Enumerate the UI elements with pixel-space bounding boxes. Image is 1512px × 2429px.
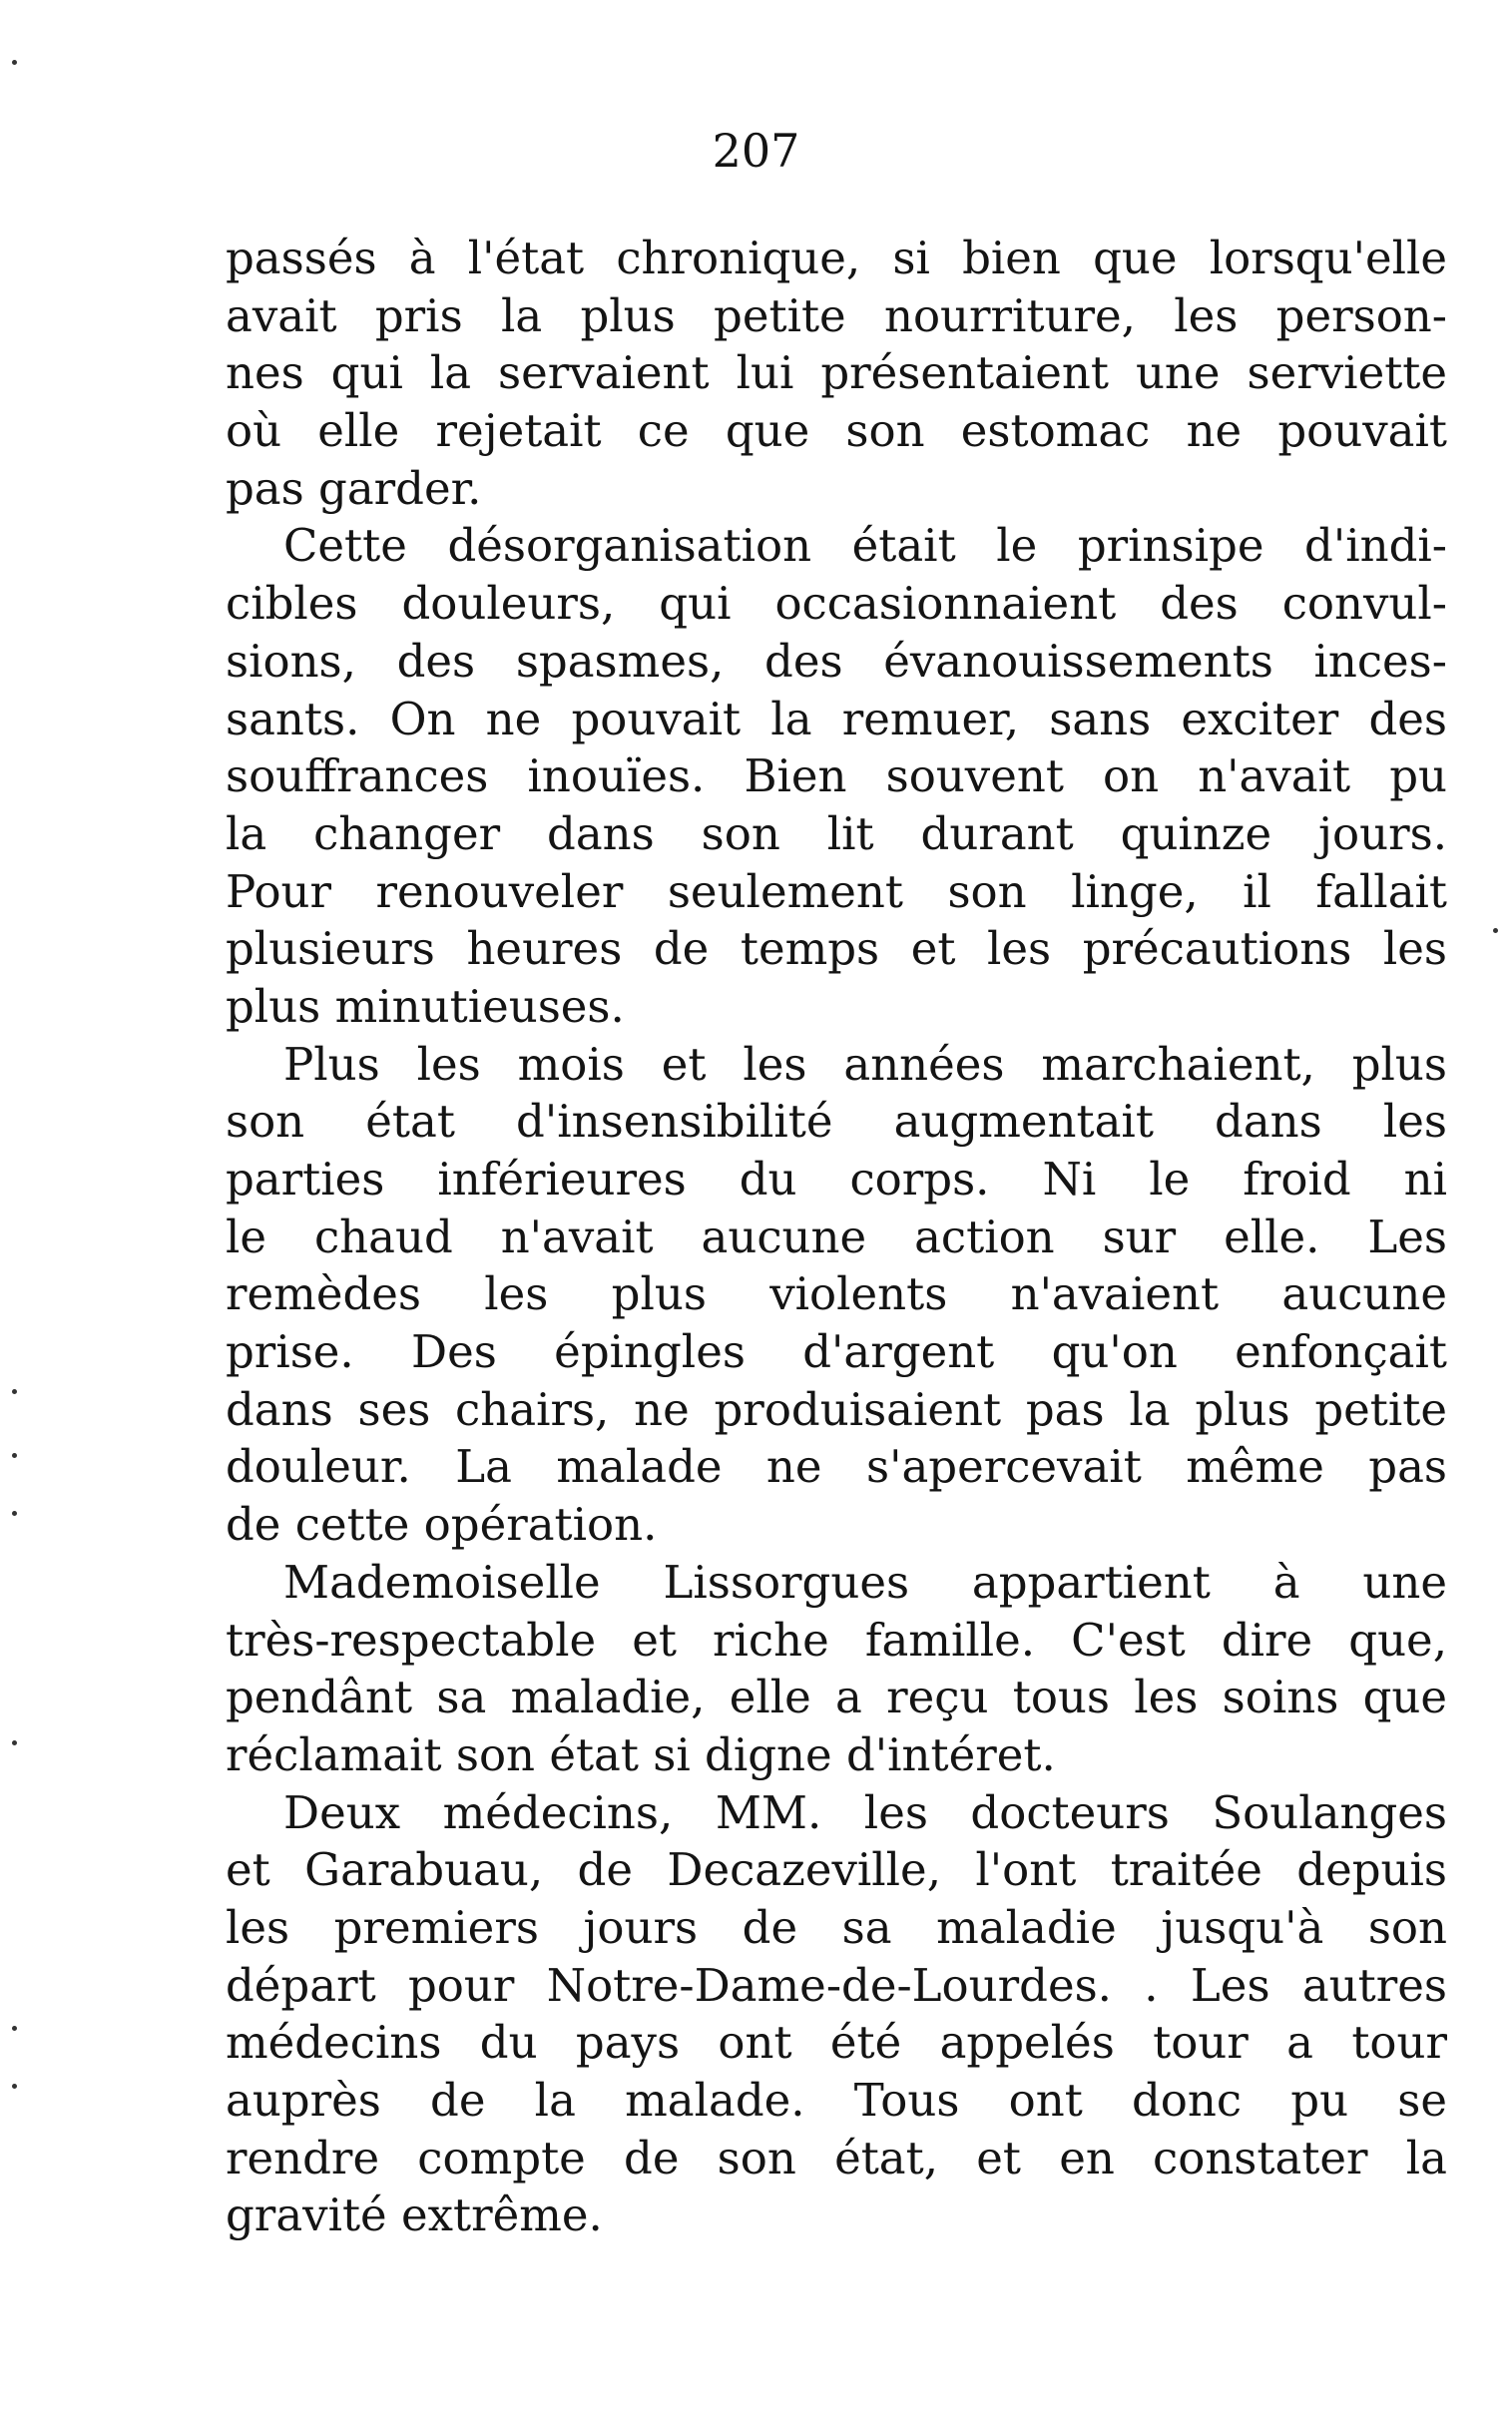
text-line: la changer dans son lit durant quinze jours. (226, 806, 1447, 860)
text-line: plusieurs heures de temps et les précautions les (226, 922, 1447, 976)
scan-speck (1493, 928, 1498, 933)
text-line: plus minutieuses. (226, 979, 625, 1033)
text-line: les premiers jours de sa maladie jusqu'à son (226, 1900, 1447, 1954)
text-line: où elle rejetait ce que son estomac ne pouvait (226, 404, 1447, 458)
text-line: Pour renouveler seulement son linge, il fallait (226, 864, 1447, 918)
text-line: douleur. La malade ne s'apercevait même pas (226, 1440, 1447, 1494)
text-line: remèdes les plus violents n'avaient aucune (226, 1267, 1447, 1321)
text-line: Deux médecins, MM. les docteurs Soulanges (283, 1785, 1447, 1839)
text-line: pas garder. (226, 461, 482, 515)
page-number: 207 (712, 124, 800, 178)
text-line: auprès de la malade. Tous ont donc pu se (226, 2074, 1447, 2127)
text-line: cibles douleurs, qui occasionnaient des convul- (226, 577, 1447, 631)
text-line: pendânt sa maladie, elle a reçu tous les soins que (226, 1671, 1447, 1724)
text-line: réclamait son état si digne d'intéret. (226, 1727, 1056, 1781)
text-line: très-respectable et riche famille. C'est dire que, (226, 1613, 1447, 1667)
text-line: passés à l'état chronique, si bien que lorsqu'elle (226, 232, 1447, 284)
text-line: nes qui la servaient lui présentaient une serviette (226, 346, 1447, 400)
scan-speck (12, 1511, 17, 1516)
text-line: prise. Des épingles d'argent qu'on enfonçait (226, 1325, 1447, 1379)
text-line: avait pris la plus petite nourriture, les person- (226, 288, 1447, 342)
text-line: Mademoiselle Lissorgues appartient à une (283, 1555, 1447, 1609)
text-line: son état d'insensibilité augmentait dans les (226, 1095, 1447, 1149)
scan-speck (12, 1740, 17, 1745)
scan-speck (12, 60, 17, 65)
text-line: gravité extrême. (226, 2188, 603, 2242)
text-line: parties inférieures du corps. Ni le froid ni (226, 1153, 1447, 1206)
text-line: de cette opération. (226, 1498, 658, 1552)
text-line: Plus les mois et les années marchaient, plus (283, 1037, 1447, 1091)
text-line: sants. On ne pouvait la remuer, sans exciter des (226, 692, 1447, 745)
body-text (226, 230, 1447, 2244)
scan-speck (12, 2026, 17, 2031)
text-line: départ pour Notre-Dame-de-Lourdes. . Les autres (226, 1958, 1447, 2012)
text-line: médecins du pays ont été appelés tour a tour (226, 2016, 1447, 2070)
text-line: le chaud n'avait aucune action sur elle. Les (226, 1210, 1447, 1263)
text-line: sions, des spasmes, des évanouissements inces- (226, 634, 1447, 688)
text-line: dans ses chairs, ne produisaient pas la plus petite (226, 1382, 1447, 1436)
text-line: souffrances inouïes. Bien souvent on n'avait pu (226, 749, 1447, 803)
scan-speck (12, 1453, 17, 1458)
text-line: Cette désorganisation était le prinsipe d'indi- (283, 519, 1447, 573)
text-line: et Garabuau, de Decazeville, l'ont traitée depuis (226, 1843, 1447, 1897)
scan-speck (12, 2084, 17, 2089)
text-line: rendre compte de son état, et en constater la (226, 2131, 1447, 2185)
scan-speck (12, 1389, 17, 1394)
